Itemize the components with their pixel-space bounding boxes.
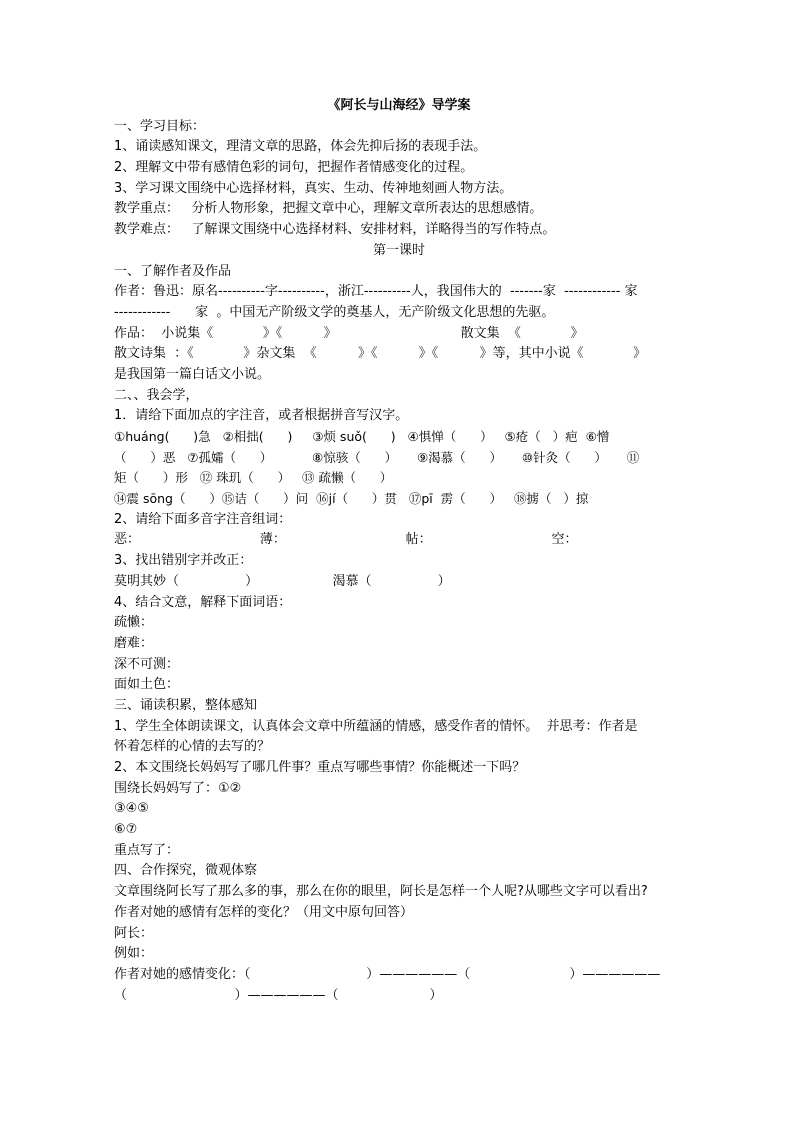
question-line: ⑭震 sōng（ ）⑮诘（ ）问 ⑯jí（ ）贯 ⑰pī 雳（ ） ⑱掳（ ）掠 (114, 491, 589, 507)
lesson-heading: 第一课时 (372, 242, 425, 258)
text-line: 教学重点： 分析人物形象，把握文章中心，理解文章所表达的思想感情。 (114, 201, 543, 217)
question-line: 4、结合文意，解释下面词语： (114, 594, 292, 610)
text-line: 散文诗集 ：《 》杂文集 《 》《 》《 》等，其中小说《 》 (114, 346, 647, 362)
question-line: 1．请给下面加点的字注音，或者根据拼音写汉字。 (114, 408, 409, 424)
text-line: 作者对她的感情变化：（ ）——————（ ）—————— (114, 966, 661, 982)
section-heading: 一、学习目标： (114, 118, 206, 134)
question-line: 3、找出错别字并改正： (114, 553, 253, 569)
question-line: 恶： 薄： 帖： 空： (114, 532, 578, 548)
question-line: （ ）恶 ⑦孤孀（ ） ⑧惊骇（ ） ⑨渴慕（ ） ⑩针灸（ ） ⑪ (114, 449, 640, 465)
text-line: 2、理解文中带有感情色彩的词句，把握作者情感变化的过程。 (114, 160, 474, 176)
text-line: ⑥⑦ (114, 822, 138, 838)
document-title: 《阿长与山海经》导学案 (327, 98, 471, 113)
section-heading: 一、了解作者及作品 (114, 263, 232, 279)
text-line: 作者：鲁迅：原名----------字----------，浙江----------人，我国伟大的 -------家 ------------ 家 (114, 284, 638, 300)
text-line: 是我国第一篇白话文小说。 (114, 366, 271, 382)
text-line: 重点写了： (114, 842, 180, 858)
question-line: ①huáng( )急 ②相拙( ) ③烦 suǒ( ) ④惧惮（ ） ⑤疮（ ）疤 ⑥憎 (114, 429, 610, 444)
text-line: 文章围绕阿长写了那么多的事，那么在你的眼里，阿长是怎样一个人呢?从哪些文字可以看出? (114, 884, 648, 900)
text-line: 阿长： (114, 925, 154, 941)
question-line: 2、请给下面多音字注音组词： (114, 511, 292, 527)
text-line: 作者对她的感情有怎样的变化？（用文中原句回答） (114, 904, 414, 920)
text-line: 2、本文围绕长妈妈写了哪几件事？重点写哪些事情？你能概述一下吗？ (114, 760, 526, 775)
text-line: 1、学生全体朗读课文，认真体会文章中所蕴涵的情感，感受作者的情怀。 并思考：作者是 (114, 718, 638, 734)
text-line: 作品： 小说集《 》《 》 散文集 《 》 (114, 325, 584, 341)
vocab-line: 深不可测： (114, 656, 180, 672)
text-line: 教学难点： 了解课文围绕中心选择材料、安排材料，详略得当的写作特点。 (114, 222, 556, 238)
vocab-line: 面如土色： (114, 677, 180, 693)
text-line: ------------ 家 。中国无产阶级文学的奠基人，无产阶级文化思想的先驱。 (114, 304, 555, 320)
text-line: 围绕长妈妈写了：①② (114, 780, 242, 796)
text-line: 1、诵读感知课文，理清文章的思路，体会先抑后扬的表现手法。 (114, 139, 487, 155)
section-heading: 二、、我会学， (114, 387, 199, 403)
vocab-line: 磨难： (114, 635, 154, 651)
vocab-line: 疏懒： (114, 615, 154, 631)
text-line: 怀着怎样的心情的去写的？ (114, 739, 271, 755)
section-heading: 三、诵读积累，整体感知 (114, 697, 258, 713)
text-line: 3、学习课文围绕中心选择材料，真实、生动、传神地刻画人物方法。 (114, 180, 513, 196)
text-line: （ ）——————（ ） (114, 987, 443, 1003)
worksheet-page (114, 96, 684, 1006)
section-heading: 四、合作探究，微观体察 (114, 863, 258, 879)
text-line: 例如： (114, 946, 154, 962)
text-line: ③④⑤ (114, 801, 149, 817)
question-line: 矩（ ）形 ⑫ 珠玑（ ） ⑬ 疏懒（ ） (114, 470, 393, 486)
question-line: 莫明其妙（ ） 渴慕（ ） (114, 573, 451, 589)
